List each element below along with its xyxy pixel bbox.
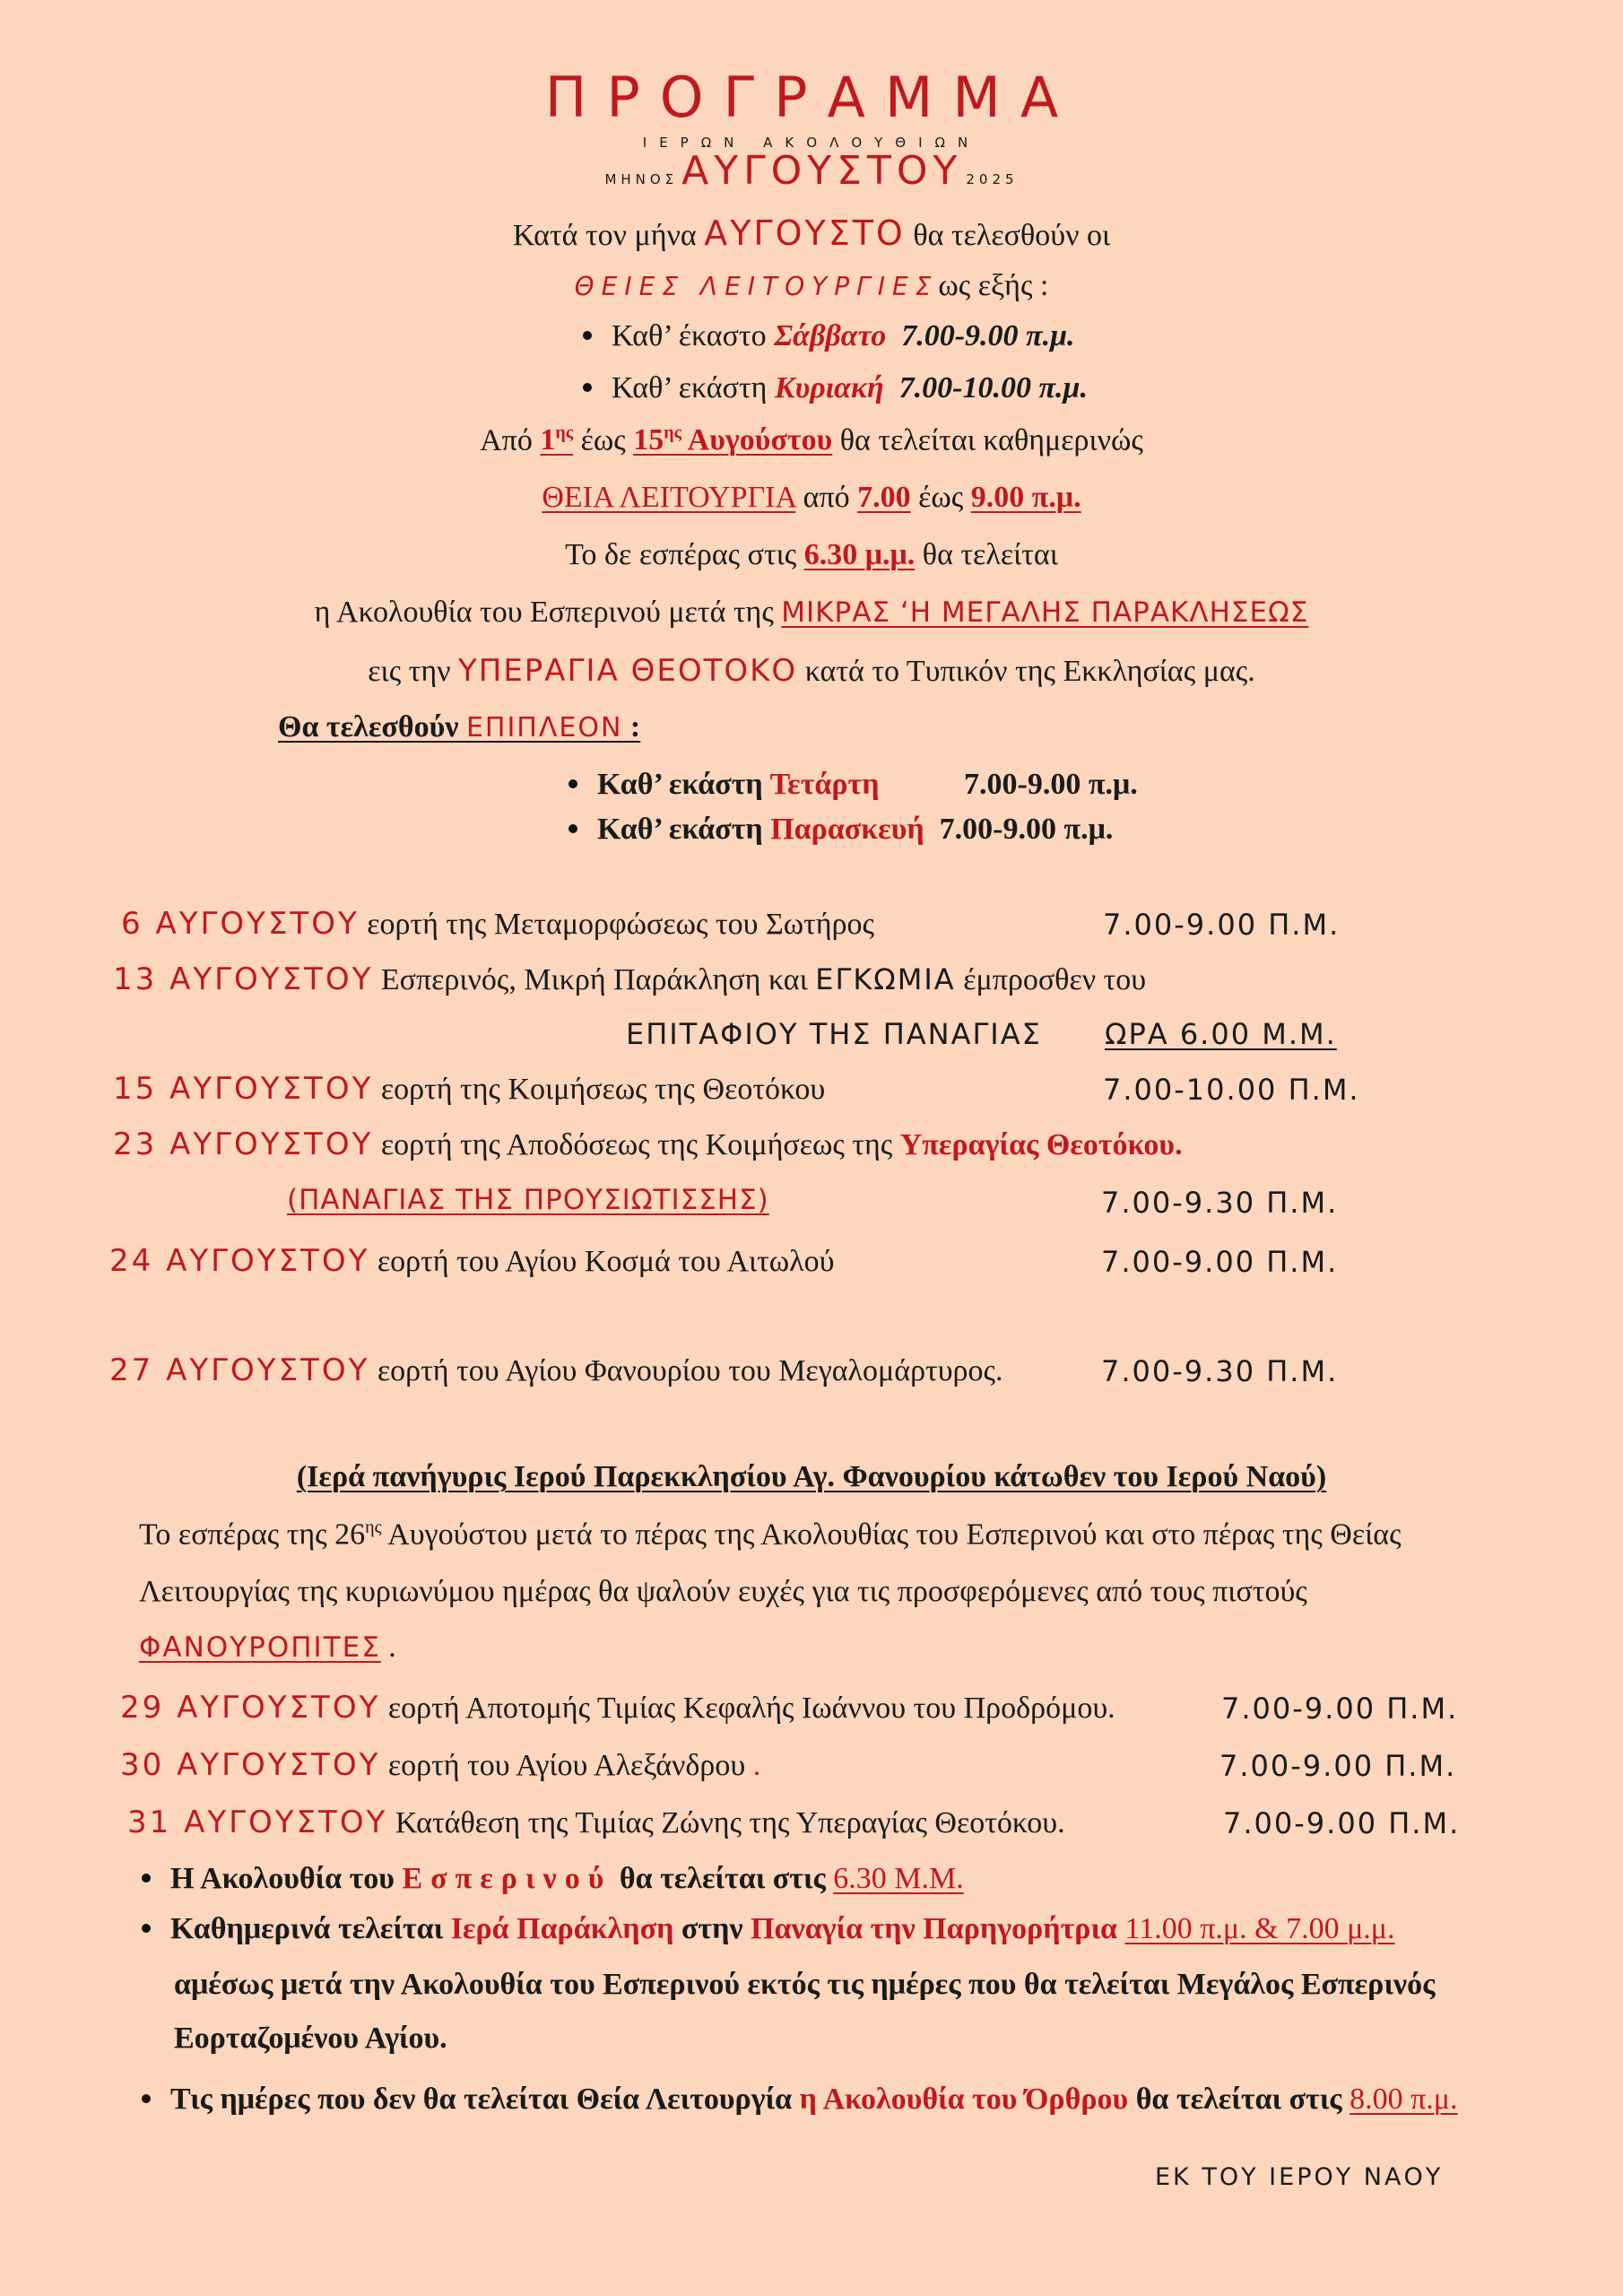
feast-30-time: 7.00-9.00 Π.Μ. — [1219, 1749, 1457, 1783]
friday-label: Καθ’ εκάστη — [597, 813, 771, 846]
sunday-time: 7.00-10.00 π.μ. — [898, 371, 1088, 404]
orthros-red: η Ακολουθία του Όρθρου — [799, 2083, 1129, 2116]
feast-date: 6 ΑΥΓΟΥΣΤΟΥ — [121, 906, 360, 942]
wednesday-time: 7.00-9.00 π.μ. — [964, 768, 1138, 801]
daily-text-c: θα τελείται καθημερινώς — [832, 423, 1143, 457]
feast-6-time: 7.00-9.00 Π.Μ. — [1103, 908, 1341, 942]
feast-date: 31 ΑΥΓΟΥΣΤΟΥ — [127, 1805, 388, 1840]
feast-30: 30 ΑΥΓΟΥΣΤΟΥ εορτή του Αγίου Αλεξάνδρου . — [120, 1747, 761, 1783]
friday-item — [568, 813, 1113, 847]
feast-text: Κατάθεση της Τιμίας Ζώνης της Υπεραγίας Θεοτόκου. — [387, 1806, 1065, 1839]
sunday-item — [583, 371, 1088, 405]
additional-title — [278, 710, 640, 744]
feast-text: εορτή Αποτομής Τιμίας Κεφαλής Ιωάννου του Προδρόμου. — [380, 1692, 1115, 1725]
sunday-label: Καθ’ εκάστη — [612, 371, 775, 404]
feast-31-time: 7.00-9.00 Π.Μ. — [1223, 1806, 1461, 1840]
feast-text: εορτή του Αγίου Κοσμά του Αιτωλού — [369, 1245, 835, 1278]
note-paraklesis-line-3: Εορταζομένου Αγίου. — [174, 2022, 447, 2055]
paraklesis-red: Ιερά Παράκληση — [450, 1912, 674, 1945]
feast-15-time: 7.00-10.00 Π.Μ. — [1103, 1073, 1360, 1107]
panigyri-line-2: Λειτουργίας της κυριωνύμου ημέρας θα ψαλούν ευχές για τις προσφερόμενες από τους πιστούς — [139, 1575, 1307, 1608]
daily-line-1 — [0, 423, 1623, 457]
paraklesis-time: 11.00 π.μ. & 7.00 μ.μ. — [1124, 1912, 1395, 1945]
intro-line-1 — [0, 213, 1623, 253]
feast-31 — [127, 1805, 1065, 1840]
note-vespers: Η Ακολουθία του Εσπερινού θα τελείται στις 6.30 Μ.Μ. — [142, 1862, 964, 1896]
evening-text-b: θα τελείται — [915, 538, 1058, 571]
page-subtitle: ΙΕΡΩΝ ΑΚΟΛΟΥΘΙΩΝ — [642, 135, 981, 151]
evening-line — [0, 538, 1623, 572]
feast-text: εορτή της Κοιμήσεως της Θεοτόκου — [373, 1073, 826, 1106]
intro-text: Κατά τον μήνα — [512, 219, 705, 252]
to-text: έως — [910, 481, 971, 514]
note-paraklesis: Καθημερινά τελείται Ιερά Παράκληση στην Παναγία την Παρηγορήτρια 11.00 π.μ. & 7.00 μ.μ. — [142, 1912, 1395, 1946]
liturgy-start: 7.00 — [857, 481, 911, 514]
saturday-day: Σάββατο — [774, 319, 887, 352]
bullet-icon — [583, 331, 592, 340]
feast-date: 23 ΑΥΓΟΥΣΤΟΥ — [113, 1126, 374, 1162]
feast-date: 27 ΑΥΓΟΥΣΤΟΥ — [109, 1352, 370, 1388]
page-title: ΠΡΟΓΡΑΜΜΑ — [544, 65, 1079, 130]
vespers-time: 6.30 Μ.Μ. — [833, 1862, 964, 1895]
daily-text: Από — [480, 423, 541, 457]
saturday-time: 7.00-9.00 π.μ. — [901, 319, 1075, 352]
evening-time: 6.30 μ.μ. — [803, 538, 916, 571]
orthros-time: 8.00 π.μ. — [1350, 2083, 1458, 2116]
bullet-icon — [568, 779, 577, 788]
daily-date-1: $1^{\eta\varsigma}$ — [540, 423, 574, 457]
month-line — [0, 148, 1623, 194]
feast-text: εορτή της Αποδόσεως της Κοιμήσεως της — [373, 1128, 900, 1161]
paraklesis-label: ΜΙΚΡΑΣ ‘Η ΜΕΓΑΛΗΣ ΠΑΡΑΚΛΗΣΕΩΣ — [781, 596, 1309, 629]
feast-24 — [109, 1243, 835, 1279]
saturday-label: Καθ’ έκαστο — [612, 319, 775, 352]
feast-6 — [121, 906, 874, 942]
daily-date-2: $15^{\eta\varsigma}$ Αυγούστου — [633, 423, 833, 457]
note-paraklesis-line-2: αμέσως μετά την Ακολουθία του Εσπερινού εκτός τις ημέρες που θα τελείται Μεγάλος Εσπερινός — [174, 1968, 1436, 2001]
signature: ΕΚ ΤΟΥ ΙΕΡΟΥ ΝΑΟΥ — [1155, 2163, 1444, 2191]
feast-date: 15 ΑΥΓΟΥΣΤΟΥ — [113, 1071, 374, 1107]
theotokos-line — [0, 653, 1623, 689]
theotokos-text: εις την — [368, 655, 458, 688]
liturgy-label: ΘΕΙΑ ΛΕΙΤΟΥΡΓΙΑ — [542, 481, 796, 514]
theotokos-text-b: κατά το Τυπικόν της Εκκλησίας μας. — [797, 655, 1255, 688]
parigoritria-red: Παναγία την Παρηγορήτρια — [751, 1912, 1117, 1945]
feast-13 — [113, 961, 1146, 997]
feast-13-time: ΩΡΑ 6.00 Μ.Μ. — [1105, 1017, 1337, 1051]
bullet-icon — [142, 1924, 151, 1933]
egkomia-label: ΕΓΚΩΜΙΑ — [815, 962, 956, 996]
fanouropites-label: ΦΑΝΟΥΡΟΠΙΤΕΣ — [139, 1631, 381, 1664]
from-text: από — [795, 481, 858, 514]
feast-29 — [120, 1690, 1115, 1726]
prousiotissa-label: (ΠΑΝΑΓΙΑΣ ΤΗΣ ΠΡΟΥΣΙΩΤΙΣΣΗΣ) — [287, 1184, 769, 1216]
feast-29-time: 7.00-9.00 Π.Μ. — [1221, 1692, 1459, 1726]
feast-24-time: 7.00-9.00 Π.Μ. — [1101, 1245, 1339, 1279]
bullet-icon — [142, 1874, 151, 1883]
month-name: ΑΥΓΟΥΣΤΟΥ — [681, 148, 963, 194]
intro-text-b: θα τελεσθούν οι — [905, 219, 1111, 252]
feast-23 — [113, 1126, 1183, 1162]
panigyri-line-3: ΦΑΝΟΥΡΟΠΙΤΕΣ . — [139, 1631, 396, 1664]
panigyri-title: (Ιερά πανήγυρις Ιερού Παρεκκλησίου Αγ. Φανουρίου κάτωθεν του Ιερού Ναού) — [296, 1460, 1327, 1493]
feast-text: Εσπερινός, Μικρή Παράκληση και — [373, 963, 816, 996]
liturgy-end: 9.00 π.μ. — [970, 481, 1081, 514]
theotokos-red: Υπεραγίας Θεοτόκου. — [899, 1128, 1183, 1161]
feast-date: 24 ΑΥΓΟΥΣΤΟΥ — [109, 1243, 370, 1279]
note-orthros: Τις ημέρες που δεν θα τελείται Θεία Λειτουργία η Ακολουθία του Όρθρου θα τελείται στις 8.00 π.μ. — [142, 2083, 1458, 2117]
saturday-item — [583, 319, 1075, 353]
feast-text: εορτή της Μεταμορφώσεως του Σωτήρος — [359, 908, 874, 941]
feast-27-time: 7.00-9.30 Π.Μ. — [1101, 1354, 1339, 1388]
feast-23-time: 7.00-9.30 Π.Μ. — [1101, 1186, 1339, 1220]
vespers-red: Εσπερινού — [402, 1862, 612, 1895]
daily-line-2 — [0, 481, 1623, 515]
epitafios-label: ΕΠΙΤΑΦΙΟΥ ΤΗΣ ΠΑΝΑΓΙΑΣ — [626, 1017, 1042, 1051]
panigyri-line-1: Το εσπέρας της $26^{\eta\varsigma}$ Αυγούστου μετά το πέρας της Ακολουθίας του Εσπερινού και στο πέρας της Θείας — [139, 1518, 1402, 1552]
feast-date: 30 ΑΥΓΟΥΣΤΟΥ — [120, 1747, 381, 1783]
additional-title-text: Θα τελεσθούν ΕΠΙΠΛΕΟΝ : — [278, 710, 641, 744]
feast-text: εορτή του Αγίου Φανουρίου του Μεγαλομάρτυρος. — [369, 1354, 1003, 1387]
daily-text-b: έως — [573, 423, 634, 457]
evening-text: Το δε εσπέρας στις — [565, 538, 804, 571]
feast-date: 13 ΑΥΓΟΥΣΤΟΥ — [113, 961, 374, 997]
friday-time: 7.00-9.00 π.μ. — [939, 813, 1114, 846]
feast-text: εορτή του Αγίου Αλεξάνδρου — [380, 1749, 746, 1782]
feast-text-b: έμπροσθεν του — [955, 963, 1147, 996]
month-prefix: ΜΗΝΟΣ — [604, 171, 679, 187]
wednesday-label: Καθ’ εκάστη — [597, 768, 770, 801]
intro-month: ΑΥΓΟΥΣΤΟ — [704, 213, 906, 253]
intro-line-2 — [0, 269, 1623, 303]
wednesday-item — [568, 768, 880, 802]
feast-15 — [113, 1071, 825, 1107]
year: 2025 — [966, 171, 1019, 187]
feast-27 — [109, 1352, 1002, 1388]
feast-date: 29 ΑΥΓΟΥΣΤΟΥ — [120, 1690, 381, 1726]
bullet-icon — [583, 383, 592, 392]
sunday-day: Κυριακή — [774, 371, 884, 404]
liturgies-label: ΘΕΙΕΣ ΛΕΙΤΟΥΡΓΙΕΣ — [574, 272, 939, 301]
theotokos-label: ΥΠΕΡΑΓΙΑ ΘΕΟΤΟΚΟ — [457, 653, 798, 689]
friday-day: Παρασκευή — [770, 813, 924, 846]
vespers-line — [0, 596, 1623, 630]
intro-text-c: ως εξής : — [938, 269, 1049, 302]
vespers-text: η Ακολουθία του Εσπερινού μετά της — [314, 596, 782, 629]
bullet-icon — [142, 2094, 151, 2103]
wednesday-day: Τετάρτη — [769, 768, 880, 801]
bullet-icon — [568, 824, 577, 833]
